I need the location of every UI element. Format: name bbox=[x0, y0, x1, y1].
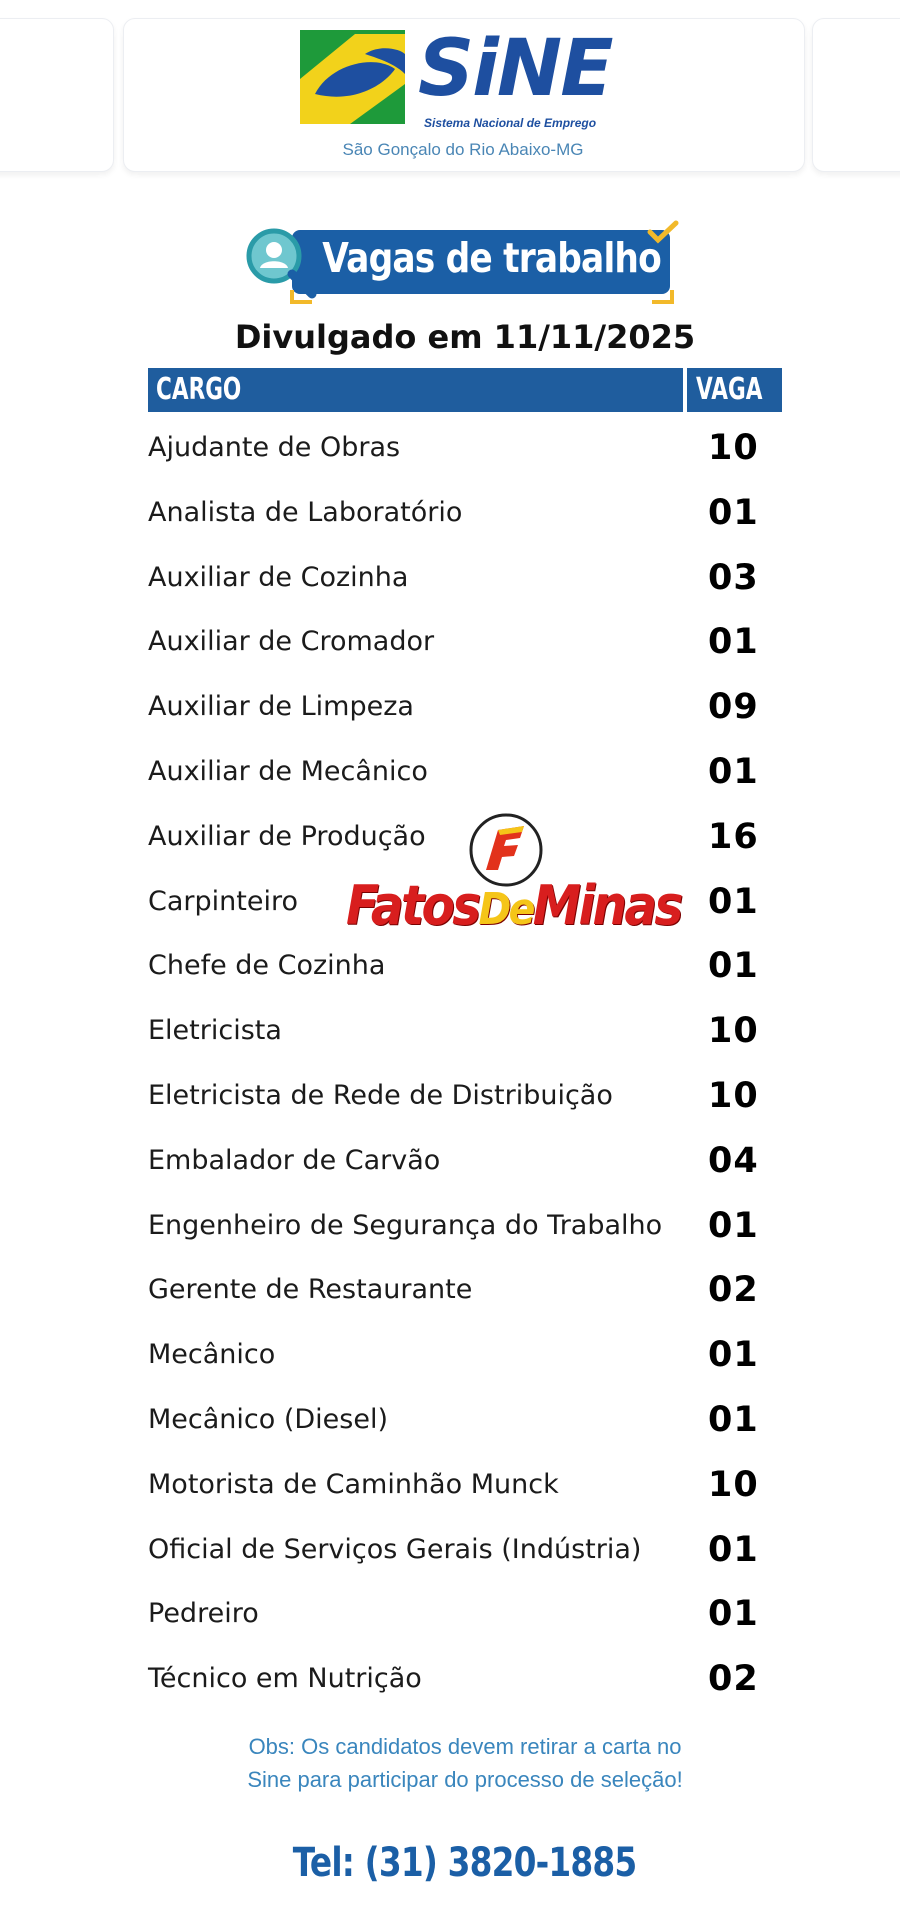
table-row bbox=[148, 1390, 782, 1455]
table-row bbox=[148, 418, 782, 483]
table-row bbox=[148, 1260, 782, 1325]
watermark-text: FatosDeMinas bbox=[346, 874, 681, 937]
cargo-cell: Mecânico (Diesel) bbox=[148, 1403, 389, 1435]
observation-note bbox=[0, 1730, 900, 1796]
table-row bbox=[148, 936, 782, 1001]
vaga-cell: 03 bbox=[708, 557, 759, 598]
cargo-cell: Embalador de Carvão bbox=[148, 1144, 441, 1176]
cargo-cell: Oficial de Serviços Gerais (Indústria) bbox=[148, 1533, 642, 1565]
vaga-cell: 01 bbox=[708, 1594, 759, 1635]
table-row bbox=[148, 1196, 782, 1261]
cargo-cell: Motorista de Caminhão Munck bbox=[148, 1468, 559, 1500]
vaga-cell: 01 bbox=[708, 946, 759, 987]
vaga-cell: 01 bbox=[708, 622, 759, 663]
table-row bbox=[148, 677, 782, 742]
cargo-cell: Eletricista de Rede de Distribuição bbox=[148, 1079, 613, 1111]
header-card-right bbox=[812, 18, 900, 172]
header-card-left bbox=[0, 18, 114, 172]
vagas-banner bbox=[246, 220, 686, 310]
cargo-cell: Eletricista bbox=[148, 1015, 282, 1047]
corner-decoration-icon bbox=[290, 290, 312, 304]
table-row bbox=[148, 1584, 782, 1649]
person-search-icon bbox=[246, 228, 326, 308]
table-row bbox=[148, 1001, 782, 1066]
vaga-cell: 01 bbox=[708, 1205, 759, 1246]
vaga-cell: 10 bbox=[708, 428, 759, 468]
vaga-cell: 01 bbox=[708, 1335, 759, 1376]
table-row bbox=[148, 1066, 782, 1131]
cargo-cell: Gerente de Restaurante bbox=[148, 1274, 473, 1306]
cargo-cell: Analista de Laboratório bbox=[148, 496, 463, 528]
observation-line: Obs: Os candidatos devem retirar a carta no bbox=[248, 1734, 682, 1759]
cargo-cell: Chefe de Cozinha bbox=[148, 950, 386, 982]
observation-line: Sine para participar do processo de seleção! bbox=[247, 1767, 683, 1792]
vaga-cell: 02 bbox=[708, 1270, 759, 1311]
city-label: São Gonçalo do Rio Abaixo-MG bbox=[342, 140, 584, 159]
vaga-cell: 01 bbox=[708, 881, 759, 922]
table-row bbox=[148, 807, 782, 872]
cargo-cell: Auxiliar de Mecânico bbox=[148, 755, 428, 787]
banner-title: Vagas de trabalho bbox=[322, 234, 661, 282]
table-row bbox=[148, 483, 782, 548]
cargo-cell: Carpinteiro bbox=[148, 885, 298, 917]
cargo-cell: Auxiliar de Cozinha bbox=[148, 561, 409, 593]
vaga-cell: 10 bbox=[708, 1011, 759, 1052]
vaga-cell: 01 bbox=[708, 1529, 759, 1570]
phone-number: Tel: (31) 3820-1885 bbox=[293, 1840, 637, 1886]
check-icon bbox=[646, 220, 680, 246]
cargo-cell: Ajudante de Obras bbox=[148, 432, 401, 463]
publication-date: Divulgado em 11/11/2025 bbox=[234, 318, 696, 356]
corner-decoration-icon bbox=[652, 290, 674, 304]
vaga-cell: 16 bbox=[708, 816, 759, 857]
table-row bbox=[148, 548, 782, 613]
vaga-cell: 01 bbox=[708, 492, 759, 533]
table-row bbox=[148, 1455, 782, 1520]
column-header-vaga: VAGA bbox=[687, 368, 782, 412]
table-row bbox=[148, 742, 782, 807]
sine-wordmark: SiNE bbox=[418, 24, 612, 114]
vaga-cell: 04 bbox=[708, 1140, 759, 1181]
table-header bbox=[148, 368, 782, 412]
cargo-cell: Técnico em Nutrição bbox=[148, 1663, 422, 1695]
vaga-cell: 10 bbox=[708, 1075, 759, 1116]
vaga-cell: 09 bbox=[708, 687, 759, 728]
vaga-cell: 10 bbox=[708, 1464, 759, 1505]
sine-subtitle: Sistema Nacional de Emprego bbox=[424, 116, 597, 130]
table-row bbox=[148, 1649, 782, 1714]
table-row bbox=[148, 612, 782, 677]
table-row bbox=[148, 1131, 782, 1196]
table-row bbox=[148, 1325, 782, 1390]
column-header-cargo: CARGO bbox=[148, 368, 683, 412]
cargo-cell: Auxiliar de Cromador bbox=[148, 626, 435, 658]
job-list bbox=[148, 418, 782, 1714]
cargo-cell: Engenheiro de Segurança do Trabalho bbox=[148, 1209, 663, 1241]
cargo-cell: Pedreiro bbox=[148, 1598, 259, 1630]
table-row bbox=[148, 1520, 782, 1585]
cargo-cell: Auxiliar de Produção bbox=[148, 820, 426, 852]
cargo-cell: Mecânico bbox=[148, 1339, 276, 1371]
cargo-cell: Auxiliar de Limpeza bbox=[148, 691, 414, 723]
vaga-cell: 01 bbox=[708, 1399, 759, 1440]
vaga-cell: 01 bbox=[708, 751, 759, 792]
vaga-cell: 02 bbox=[708, 1659, 759, 1700]
